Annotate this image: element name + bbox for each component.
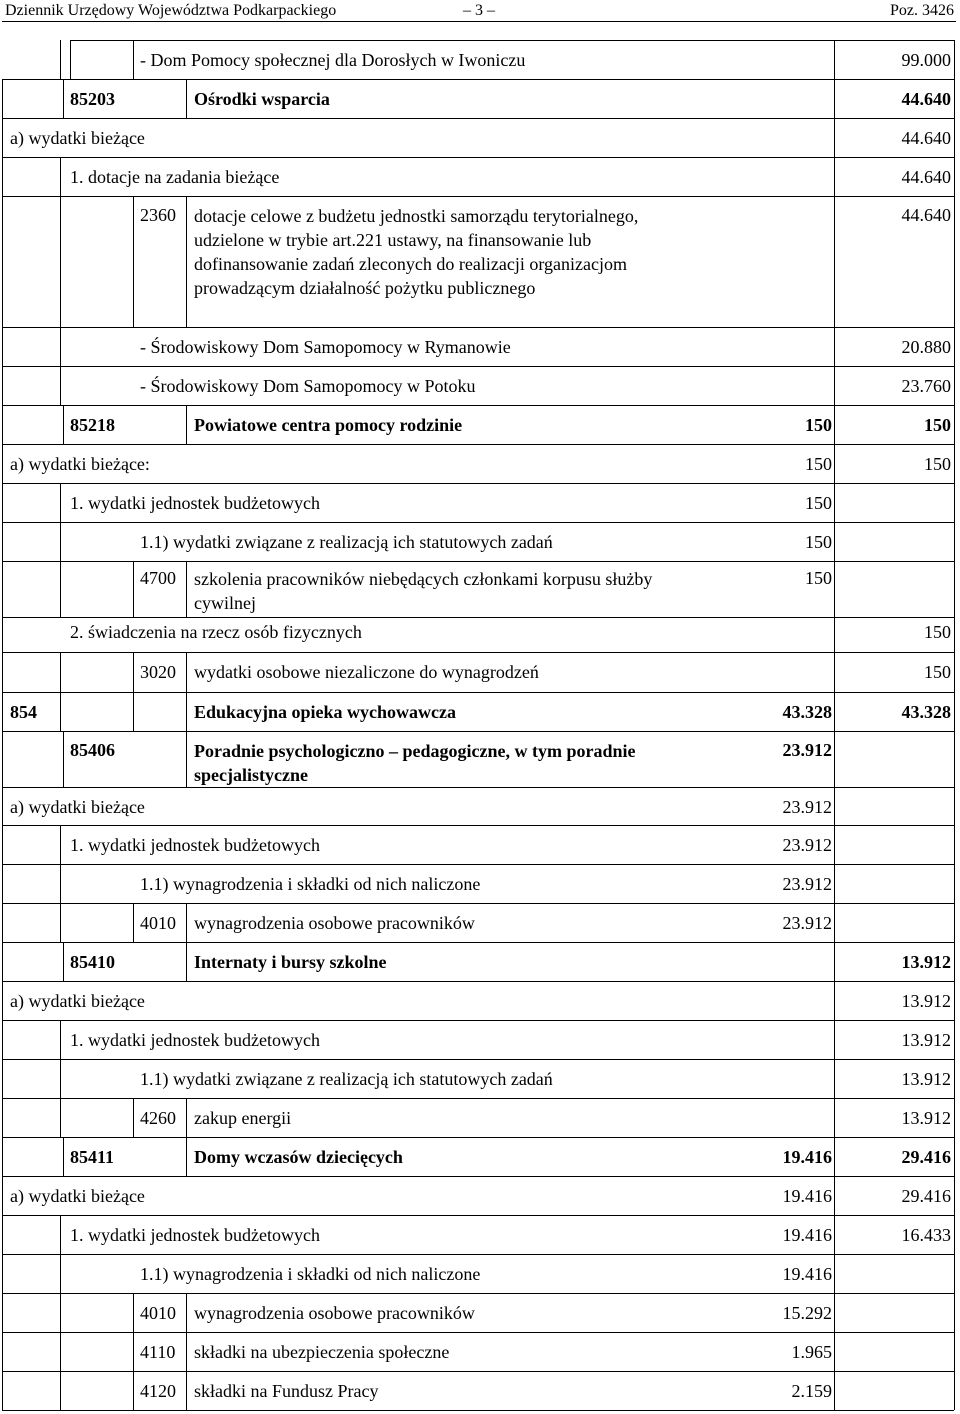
col2-value: 23.760 xyxy=(901,376,951,396)
row-rule xyxy=(2,196,954,197)
column-rule xyxy=(60,522,61,561)
column-rule xyxy=(186,1098,187,1137)
column-rule xyxy=(60,1020,61,1059)
column-rule xyxy=(60,40,61,79)
column-rule xyxy=(60,157,61,196)
col1-value: 2.159 xyxy=(791,1381,832,1401)
col1-value: 23.912 xyxy=(782,740,832,760)
col2-value: 44.640 xyxy=(901,128,951,148)
row-rule xyxy=(70,40,954,41)
row-description: 1. wydatki jednostek budżetowych xyxy=(70,1225,320,1245)
col1-value: 15.292 xyxy=(782,1303,832,1323)
column-rule xyxy=(60,561,61,617)
col2-value: 16.433 xyxy=(901,1225,951,1245)
row-description: 1.1) wynagrodzenia i składki od nich naliczone xyxy=(140,874,481,894)
col1-value: 19.416 xyxy=(782,1264,832,1284)
row-rule xyxy=(2,561,954,562)
row-rule xyxy=(2,1293,954,1294)
col1-value: 23.912 xyxy=(782,874,832,894)
column-rule xyxy=(834,731,835,787)
row-code: 3020 xyxy=(140,662,176,682)
col2-value: 29.416 xyxy=(901,1147,951,1167)
row-description: a) wydatki bieżące xyxy=(10,1186,145,1206)
col2-value: 13.912 xyxy=(901,1108,951,1128)
row-description: 1.1) wydatki związane z realizacją ich statutowych zadań xyxy=(140,532,553,552)
column-rule xyxy=(60,1215,61,1254)
col2-value: 150 xyxy=(924,415,951,435)
row-rule xyxy=(2,366,954,367)
column-rule xyxy=(60,825,61,864)
col2-value: 20.880 xyxy=(901,337,951,357)
column-rule xyxy=(834,561,835,617)
col1-value: 1.965 xyxy=(791,1342,832,1362)
row-rule xyxy=(2,652,954,653)
column-rule xyxy=(60,1098,61,1137)
column-rule xyxy=(60,903,61,942)
row-description: składki na Fundusz Pracy xyxy=(194,1381,379,1401)
row-description: Internaty i bursy szkolne xyxy=(194,952,387,972)
col2-value: 99.000 xyxy=(901,50,951,70)
row-rule xyxy=(2,444,954,445)
row-rule xyxy=(2,942,954,943)
row-code: 85218 xyxy=(70,415,115,435)
row-code: 854 xyxy=(10,702,37,722)
row-description: - Dom Pomocy społecznej dla Dorosłych w Iwoniczu xyxy=(140,50,526,70)
col2-value: 44.640 xyxy=(901,167,951,187)
column-rule xyxy=(186,731,187,787)
row-rule xyxy=(2,79,954,80)
column-rule xyxy=(834,1371,835,1410)
col2-value: 13.912 xyxy=(901,991,951,1011)
row-rule xyxy=(2,981,954,982)
column-rule xyxy=(834,903,835,942)
row-description: - Środowiskowy Dom Samopomocy w Potoku xyxy=(140,376,476,396)
row-rule xyxy=(2,1098,954,1099)
column-rule xyxy=(186,652,187,692)
col2-value: 44.640 xyxy=(901,205,951,225)
column-rule xyxy=(63,942,64,981)
col2-value: 29.416 xyxy=(901,1186,951,1206)
col1-value: 43.328 xyxy=(782,702,832,722)
row-code: 4120 xyxy=(140,1381,176,1401)
column-rule xyxy=(60,1332,61,1371)
column-rule xyxy=(60,692,61,731)
row-rule xyxy=(2,483,954,484)
col1-value: 23.912 xyxy=(782,797,832,817)
col1-value: 23.912 xyxy=(782,835,832,855)
row-rule xyxy=(2,825,954,826)
column-rule xyxy=(186,79,187,118)
row-code: 85411 xyxy=(70,1147,115,1167)
row-description: zakup energii xyxy=(194,1108,292,1128)
col1-value: 150 xyxy=(805,415,832,435)
row-code: 4110 xyxy=(140,1342,176,1362)
row-description: wynagrodzenia osobowe pracowników xyxy=(194,1303,475,1323)
row-code: 4260 xyxy=(140,1108,176,1128)
row-code: 85406 xyxy=(70,740,115,760)
column-rule xyxy=(186,1137,187,1176)
column-rule xyxy=(133,1332,134,1371)
column-rule xyxy=(63,731,64,787)
column-rule xyxy=(60,196,61,327)
column-rule xyxy=(60,652,61,692)
row-rule xyxy=(2,903,954,904)
column-rule xyxy=(186,1371,187,1410)
row-description: wydatki osobowe niezaliczone do wynagrodzeń xyxy=(194,662,539,682)
row-description: Edukacyjna opieka wychowawcza xyxy=(194,702,457,722)
row-description: szkolenia pracowników niebędących członkami korpusu służby cywilnej xyxy=(194,569,653,613)
row-description: Domy wczasów dziecięcych xyxy=(194,1147,403,1167)
column-rule xyxy=(186,405,187,444)
column-rule xyxy=(133,1371,134,1410)
column-rule xyxy=(834,1332,835,1371)
column-rule xyxy=(834,864,835,903)
column-rule xyxy=(186,692,187,731)
row-rule xyxy=(2,327,954,328)
row-description: dotacje celowe z budżetu jednostki samorządu terytorialnego, udzielone w trybie art.221 ustawy, na finansowanie lub dofinansowanie zadań zleconych do realizacji organizacjom prowadzącym działalność pożytku publicznego xyxy=(194,206,639,298)
row-rule xyxy=(2,787,954,788)
row-description: - Środowiskowy Dom Samopomocy w Rymanowie xyxy=(140,337,511,357)
column-rule xyxy=(133,1098,134,1137)
row-rule xyxy=(2,157,954,158)
column-rule xyxy=(2,79,3,1410)
col2-value: 13.912 xyxy=(901,1069,951,1089)
column-rule xyxy=(186,942,187,981)
col2-value: 44.640 xyxy=(901,89,951,109)
col1-value: 150 xyxy=(805,532,832,552)
row-rule xyxy=(2,1332,954,1333)
row-description: 1.1) wynagrodzenia i składki od nich naliczone xyxy=(140,1264,481,1284)
column-rule xyxy=(133,40,134,79)
row-description: składki na ubezpieczenia społeczne xyxy=(194,1342,450,1362)
row-code: 2360 xyxy=(140,205,176,225)
column-rule xyxy=(60,864,61,903)
col1-value: 150 xyxy=(805,493,832,513)
column-rule xyxy=(60,1059,61,1098)
column-rule xyxy=(186,1332,187,1371)
col2-value: 150 xyxy=(924,454,951,474)
row-rule xyxy=(2,617,954,618)
row-rule xyxy=(2,1059,954,1060)
row-description: a) wydatki bieżące: xyxy=(10,454,150,474)
col1-value: 19.416 xyxy=(782,1147,832,1167)
column-rule xyxy=(834,787,835,825)
row-rule xyxy=(2,1020,954,1021)
column-rule xyxy=(60,327,61,366)
row-description: Powiatowe centra pomocy rodzinie xyxy=(194,415,463,435)
column-rule xyxy=(186,1293,187,1332)
page-number: – 3 – xyxy=(463,2,495,19)
row-rule xyxy=(2,1137,954,1138)
col2-value: 43.328 xyxy=(901,702,951,722)
col2-value: 150 xyxy=(924,622,951,642)
col2-value: 13.912 xyxy=(901,1030,951,1050)
row-description: 1. wydatki jednostek budżetowych xyxy=(70,835,320,855)
column-rule xyxy=(186,196,187,327)
row-description: 1. wydatki jednostek budżetowych xyxy=(70,493,320,513)
row-description: 1.1) wydatki związane z realizacją ich statutowych zadań xyxy=(140,1069,553,1089)
col1-value: 150 xyxy=(805,568,832,588)
row-rule xyxy=(2,1176,954,1177)
row-description: 2. świadczenia na rzecz osób fizycznych xyxy=(70,622,362,642)
column-rule xyxy=(834,483,835,522)
row-description: Ośrodki wsparcia xyxy=(194,89,330,109)
row-rule xyxy=(2,522,954,523)
column-rule xyxy=(60,366,61,405)
column-rule xyxy=(186,903,187,942)
col1-value: 150 xyxy=(805,454,832,474)
row-description: Poradnie psychologiczno – pedagogiczne, w tym poradnie specjalistyczne xyxy=(194,741,636,785)
column-rule xyxy=(954,40,955,1410)
column-rule xyxy=(133,652,134,692)
column-rule xyxy=(186,561,187,617)
column-rule xyxy=(133,903,134,942)
col1-value: 23.912 xyxy=(782,913,832,933)
column-rule xyxy=(70,40,71,79)
journal-title: Dziennik Urzędowy Województwa Podkarpackiego xyxy=(5,2,337,19)
column-rule xyxy=(63,1137,64,1176)
column-rule xyxy=(63,405,64,444)
column-rule xyxy=(63,79,64,118)
row-code: 4010 xyxy=(140,913,176,933)
column-rule xyxy=(60,1371,61,1410)
column-rule xyxy=(133,561,134,617)
row-code: 4700 xyxy=(140,568,176,588)
column-rule xyxy=(60,1293,61,1332)
col2-value: 13.912 xyxy=(901,952,951,972)
col1-value: 19.416 xyxy=(782,1186,832,1206)
row-rule xyxy=(2,1410,954,1411)
column-rule xyxy=(834,825,835,864)
row-rule xyxy=(2,731,954,732)
row-code: 4010 xyxy=(140,1303,176,1323)
column-rule xyxy=(60,483,61,522)
position-number: Poz. 3426 xyxy=(890,2,954,19)
row-rule xyxy=(2,1371,954,1372)
row-description: a) wydatki bieżące xyxy=(10,991,145,1011)
column-rule xyxy=(133,692,134,731)
column-rule xyxy=(834,1293,835,1332)
row-description: a) wydatki bieżące xyxy=(10,128,145,148)
column-rule xyxy=(133,1293,134,1332)
row-description: wynagrodzenia osobowe pracowników xyxy=(194,913,475,933)
col2-value: 150 xyxy=(924,662,951,682)
row-rule xyxy=(2,118,954,119)
column-rule xyxy=(133,196,134,327)
row-description: 1. dotacje na zadania bieżące xyxy=(70,167,280,187)
row-code: 85410 xyxy=(70,952,115,972)
row-code: 85203 xyxy=(70,89,115,109)
row-rule xyxy=(2,692,954,693)
row-rule xyxy=(2,405,954,406)
column-rule xyxy=(60,1254,61,1293)
row-rule xyxy=(2,1215,954,1216)
column-rule xyxy=(834,1254,835,1293)
row-description: 1. wydatki jednostek budżetowych xyxy=(70,1030,320,1050)
col1-value: 19.416 xyxy=(782,1225,832,1245)
column-rule xyxy=(834,522,835,561)
row-description: a) wydatki bieżące xyxy=(10,797,145,817)
row-rule xyxy=(2,1254,954,1255)
row-rule xyxy=(2,864,954,865)
